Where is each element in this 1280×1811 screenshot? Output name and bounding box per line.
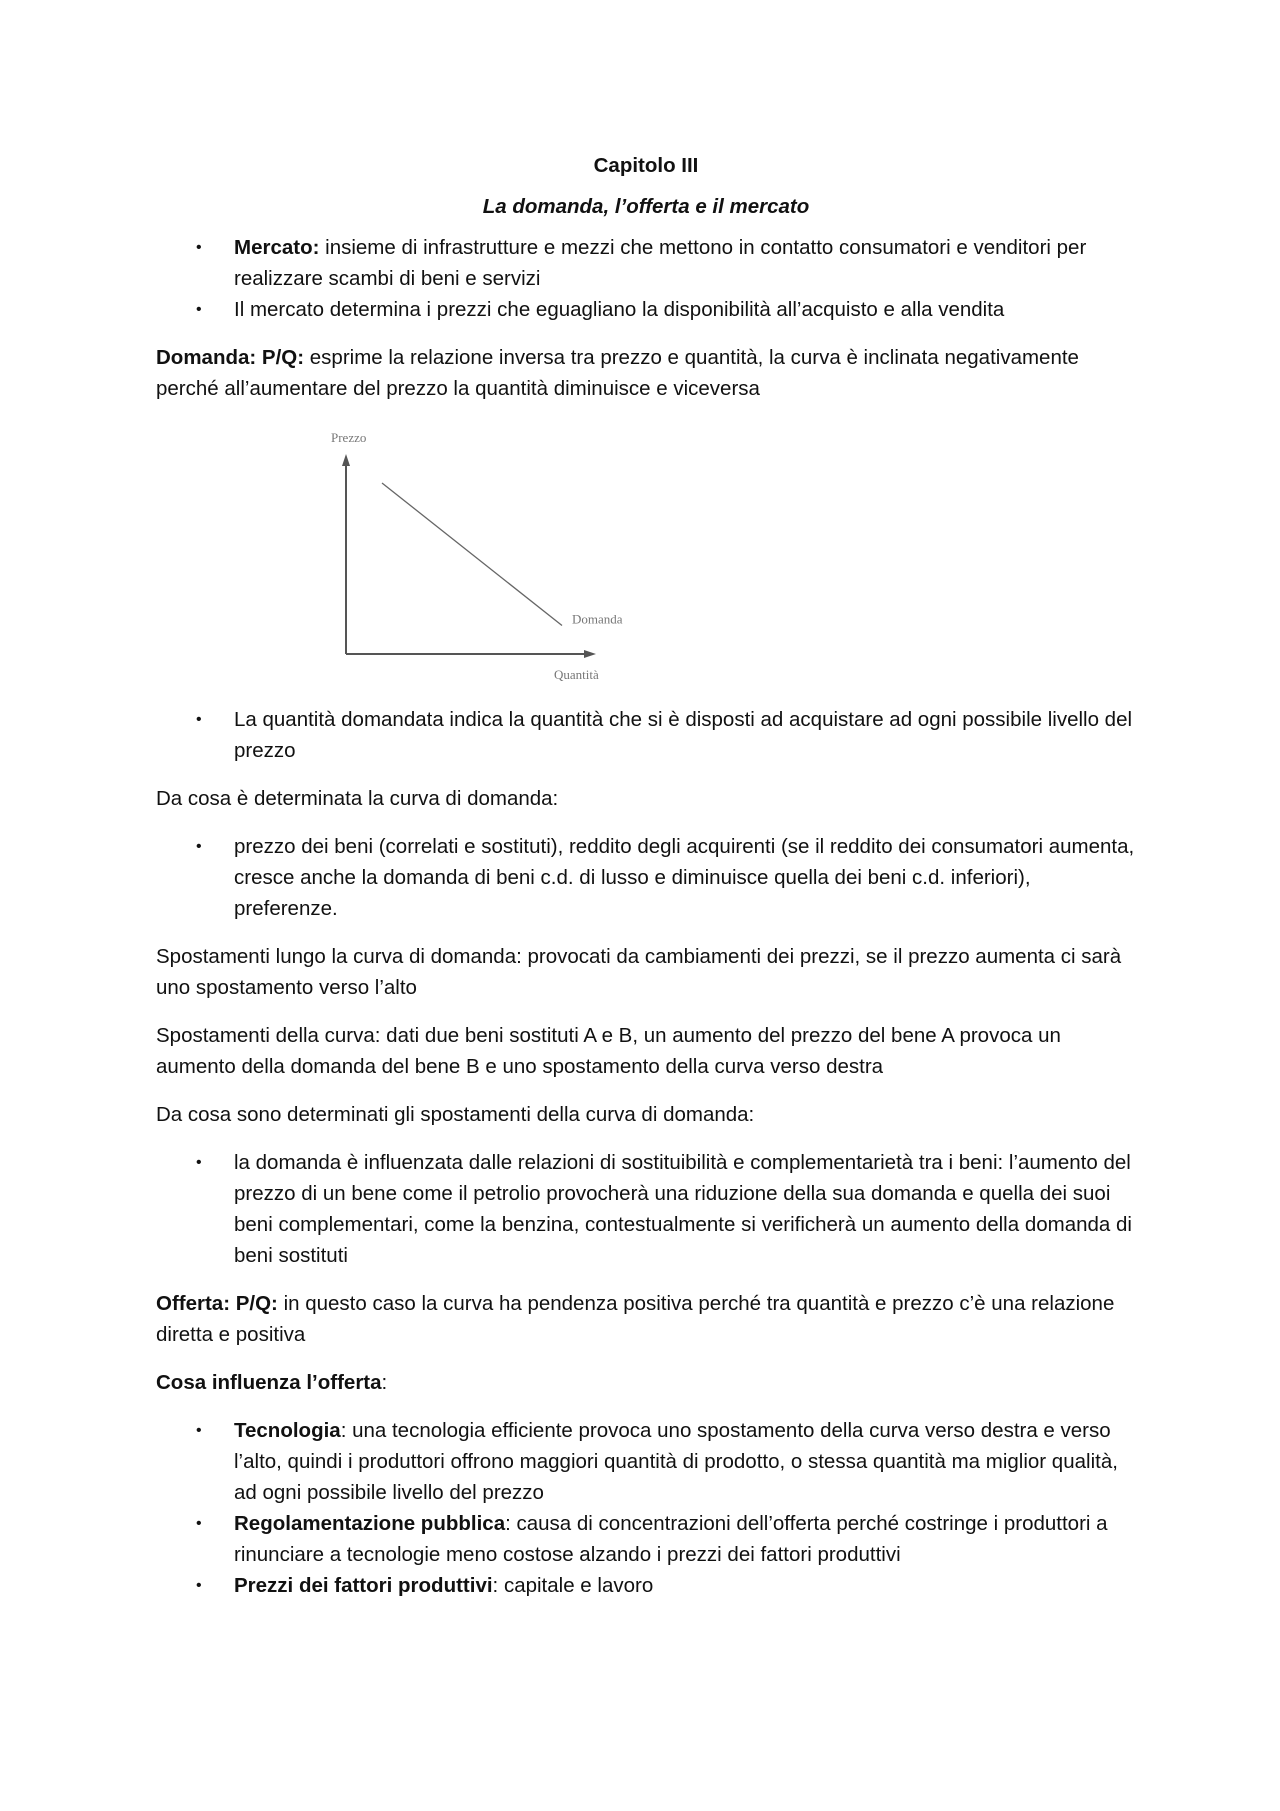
demand-chart-svg <box>246 424 626 684</box>
spostamenti-list <box>156 1147 1136 1271</box>
bullet-icon: • <box>196 1154 202 1171</box>
spostamenti-curva-paragraph: Spostamenti della curva: dati due beni sostituti A e B, un aumento del prezzo del bene A provoca un aumento della domanda del bene B e uno spostamento della curva verso destra <box>156 1024 1061 1078</box>
heading-colon: : <box>381 1371 388 1394</box>
bullet-icon: • <box>196 1577 202 1594</box>
y-axis-arrow <box>342 454 350 466</box>
list-item <box>156 1147 1136 1271</box>
item-text: : capitale e lavoro <box>492 1574 654 1597</box>
chapter-subtitle: La domanda, l’offerta e il mercato <box>482 195 810 218</box>
intro-list <box>156 232 1136 325</box>
demand-curve <box>382 483 562 626</box>
demand-chart <box>246 424 626 684</box>
offerta-paragraph <box>156 1288 1136 1350</box>
item-text: : causa di concentrazioni dell’offerta perché costringe i produttori a rinunciare a tecnologie meno costose alzando i prezzi dei fattori produttivi <box>234 1512 1108 1566</box>
bullet-icon: • <box>196 301 202 318</box>
bullet-icon: • <box>196 838 202 855</box>
item-text: la domanda è influenzata dalle relazioni di sostituibilità e complementarietà tra i beni: l’aumento del prezzo di un bene come il petrolio provocherà una riduzione della sua domanda e quella dei suoi beni complementari, come la benzina, contestualmente si verificherà un aumento della domanda di beni sostituti <box>234 1151 1132 1267</box>
list-item <box>156 831 1136 924</box>
y-axis-label: Prezzo <box>331 430 367 445</box>
quantita-list <box>156 704 1136 766</box>
paragraph-text: esprime la relazione inversa tra prezzo e quantità, la curva è inclinata negativamente perché all’aumentare del prezzo la quantità diminuisce e viceversa <box>156 346 1079 400</box>
term: Domanda: P/Q: <box>156 346 305 369</box>
bullet-icon: • <box>196 1422 202 1439</box>
term: Mercato: <box>234 236 320 259</box>
influenza-list <box>156 1415 1136 1601</box>
paragraph-text: in questo caso la curva ha pendenza positiva perché tra quantità e prezzo c’è una relazione diretta e positiva <box>156 1292 1115 1346</box>
item-text: Il mercato determina i prezzi che eguagliano la disponibilità all’acquisto e alla vendita <box>234 298 1005 321</box>
term: Regolamentazione pubblica <box>234 1512 506 1535</box>
term: Prezzi dei fattori produttivi <box>234 1574 493 1597</box>
determinata-heading: Da cosa è determinata la curva di domanda: <box>156 787 559 810</box>
list-item <box>156 294 1136 325</box>
list-item <box>156 1415 1136 1508</box>
determinata-list <box>156 831 1136 924</box>
item-text: prezzo dei beni (correlati e sostituti), reddito degli acquirenti (se il reddito dei consumatori aumenta, cresce anche la domanda di beni c.d. di lusso e diminuisce quella dei beni c.d. inferiori), preferenze. <box>234 835 1135 920</box>
chapter-title: Capitolo III <box>593 154 699 177</box>
list-item <box>156 1508 1136 1570</box>
document-body <box>156 150 1136 1618</box>
influenza-heading <box>156 1367 1136 1398</box>
x-axis-arrow <box>584 650 596 658</box>
term: Offerta: P/Q: <box>156 1292 278 1315</box>
domanda-paragraph <box>156 342 1136 404</box>
term: Cosa influenza l’offerta <box>156 1371 382 1394</box>
x-axis-label: Quantità <box>554 667 599 682</box>
term: Tecnologia <box>234 1419 341 1442</box>
spostamenti-lungo-paragraph: Spostamenti lungo la curva di domanda: provocati da cambiamenti dei prezzi, se il prezzo aumenta ci sarà uno spostamento verso l’alto <box>156 945 1122 999</box>
item-text: : una tecnologia efficiente provoca uno spostamento della curva verso destra e verso l’alto, quindi i produttori offrono maggiori quantità di prodotto, o stessa quantità ma miglior qualità, ad ogni possibile livello del prezzo <box>234 1419 1118 1504</box>
demand-curve-label: Domanda <box>572 611 623 627</box>
bullet-icon: • <box>196 1515 202 1532</box>
list-item <box>156 704 1136 766</box>
item-text: insieme di infrastrutture e mezzi che mettono in contatto consumatori e venditori per realizzare scambi di beni e servizi <box>234 236 1087 290</box>
list-item <box>156 1570 1136 1601</box>
list-item <box>156 232 1136 294</box>
spostamenti-heading: Da cosa sono determinati gli spostamenti della curva di domanda: <box>156 1103 755 1126</box>
item-text: La quantità domandata indica la quantità che si è disposti ad acquistare ad ogni possibile livello del prezzo <box>234 708 1133 762</box>
bullet-icon: • <box>196 239 202 256</box>
bullet-icon: • <box>196 711 202 728</box>
